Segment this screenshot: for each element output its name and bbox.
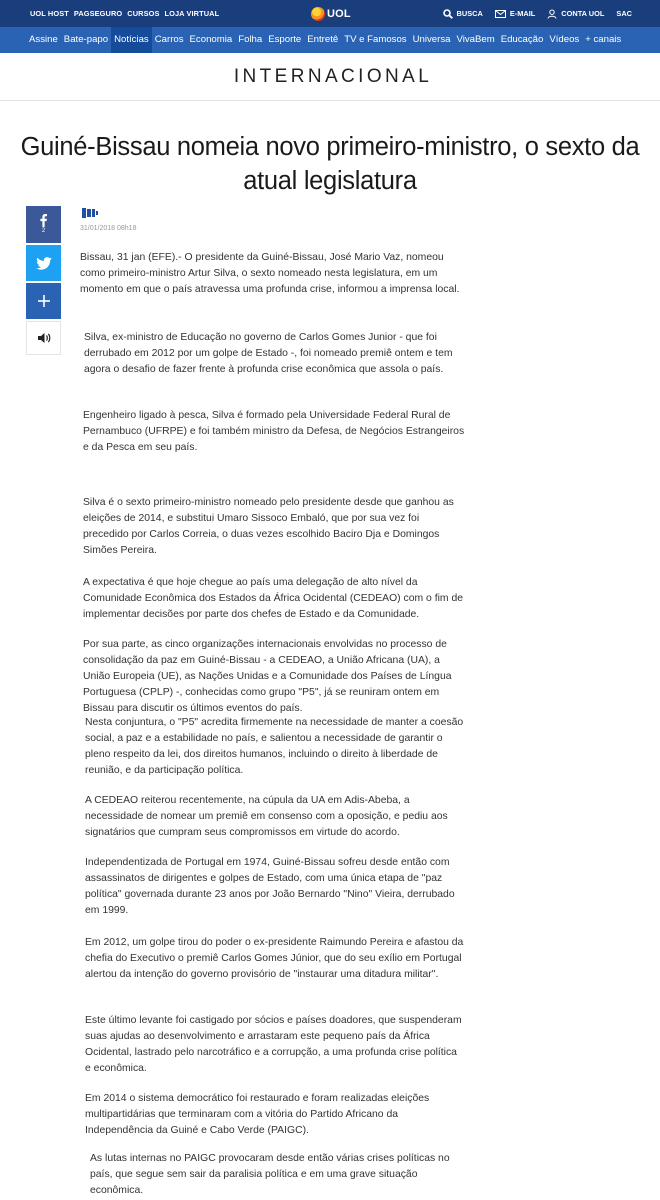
email-label: E-MAIL (509, 9, 536, 18)
article-paragraph-1: Bissau, 31 jan (EFE).- O presidente da Guiné-Bissau, José Mario Vaz, nomeou como primeiro-ministro Artur Silva, o sexto nomeado nesta legislatura, em um momento em que o país atravessa uma profunda crise, informou a imprensa local. (80, 252, 460, 295)
article-paragraph-5: A expectativa é que hoje chegue ao país uma delegação de alto nível da Comunidade Econômica dos Estados da África Ocidental (CEDEAO) com o fim de implementar decisões por parte dos chefes de Estado e da Comunidade. (83, 577, 464, 620)
section-title[interactable]: INTERNACIONAL (233, 66, 433, 87)
top-link-cursos[interactable]: CURSOS (127, 9, 160, 18)
nav-item-assine[interactable]: Assine (29, 34, 58, 45)
nav-item-educacao[interactable]: Educação (500, 34, 544, 45)
nav-item-noticias[interactable]: Notícias (111, 27, 152, 53)
publish-date: 31/01/2018 (80, 225, 116, 232)
article-paragraph-9: Independentizada de Portugal em 1974, Guiné-Bissau sofreu desde então com assassinatos de dirigentes e golpes de Estado, com uma única etapa de "paz política" governada durante 23 anos por João Bernardo "Nino" Vieira, derrubado em 1999. (85, 857, 455, 916)
publish-time: 08h18 (117, 225, 137, 232)
facebook-icon (40, 214, 47, 227)
email-button[interactable] (495, 9, 535, 18)
nav-item-universa[interactable]: Universa (412, 34, 451, 45)
article-paragraph-6: Por sua parte, as cinco organizações internacionais envolvidas no processo de consolidação da paz em Guiné-Bissau - a CEDEAO, a União Africana (UA), a União Europeia (UE), as Nações Unidas e a Comunidade dos Países de Língua Portuguesa (CPLP) -, conhecidas como grupo "P5", já se reuniram ontem em Bissau para discutir os últimos eventos do país. (83, 639, 452, 714)
main-nav (0, 27, 660, 53)
article-paragraph-10: Em 2012, um golpe tirou do poder o ex-presidente Raimundo Pereira e afastou da chefia do Executivo o premiê Carlos Gomes Júnior, que do seu exílio em Portugal alertou da intenção do governo provisório de "instaurar uma ditadura militar". (85, 937, 464, 980)
facebook-share-count: 2 (41, 228, 46, 234)
uol-logo[interactable] (311, 5, 351, 22)
top-link-pagseguro[interactable]: PAGSEGURO (73, 9, 123, 18)
article-paragraph-3: Engenheiro ligado à pesca, Silva é formado pela Universidade Federal Rural de Pernambuco (UFRPE) e foi também ministro da Defesa, de Negócios Estrangeiros e da Pesca em seu país. (83, 410, 465, 453)
more-share-button[interactable] (26, 283, 61, 319)
publish-datetime (80, 225, 136, 232)
search-icon (443, 9, 453, 19)
article-paragraph-7: Nesta conjuntura, o "P5" acredita firmemente na necessidade de manter a coesão social, a paz e a estabilidade no país, e salientou a necessidade de garantir o pleno respeito da lei, dos direitos humanos, incluindo o direito à liberdade de reunião, e da participação política. (85, 717, 464, 776)
share-bar (26, 206, 61, 357)
mail-icon (495, 10, 506, 18)
article-paragraph-12: Em 2014 o sistema democrático foi restaurado e foram realizadas eleições multipartidárias que terminaram com a vitória do Partido Africano da Independência da Guiné e Cabo Verde (PAIGC). (85, 1093, 430, 1136)
speaker-icon (37, 332, 51, 344)
nav-item-esporte[interactable]: Esporte (268, 34, 302, 45)
nav-item-economia[interactable]: Economia (189, 34, 233, 45)
twitter-share-button[interactable] (26, 245, 61, 281)
article-paragraph-8: A CEDEAO reiterou recentemente, na cúpula da UA em Adis-Abeba, a necessidade de nomear um premiê em consenso com a oposição, e pediu aos signatários que cumpram seus compromissos em virtude do acordo. (85, 795, 448, 838)
nav-item-mais-canais[interactable]: + canais (585, 34, 622, 45)
nav-item-vivabem[interactable]: VivaBem (456, 34, 495, 45)
article-paragraph-13: As lutas internas no PAIGC provocaram desde então várias crises políticas no país, que segue sem sair da paralisia política e em uma grave situação econômica. (90, 1153, 450, 1196)
sac-label: SAC (616, 9, 632, 18)
nav-item-bate-papo[interactable]: Bate-papo (63, 34, 109, 45)
account-button[interactable] (547, 9, 604, 19)
top-right-actions (443, 0, 632, 27)
top-link-uol-host[interactable]: UOL HOST (30, 9, 69, 18)
search-label: BUSCA (456, 9, 483, 18)
uol-logo-ball-icon (311, 7, 325, 21)
nav-item-tv-e-famosos[interactable]: TV e Famosos (344, 34, 407, 45)
nav-item-folha[interactable]: Folha (238, 34, 263, 45)
top-link-loja-virtual[interactable]: LOJA VIRTUAL (164, 9, 220, 18)
section-header (0, 53, 660, 101)
nav-item-carros[interactable]: Carros (154, 34, 184, 45)
top-links (30, 0, 219, 27)
article-paragraph-2: Silva, ex-ministro de Educação no governo de Carlos Gomes Junior - que foi derrubado em 2012 por um golpe de Estado -, foi nomeado premiê ontem e tem agora o desafio de fazer frente à profunda crise econômica que assola o país. (84, 332, 453, 375)
top-bar (0, 0, 660, 27)
account-label: CONTA UOL (561, 9, 605, 18)
search-button[interactable] (443, 9, 483, 19)
nav-item-entrete[interactable]: Entretê (307, 34, 339, 45)
uol-logo-text: UOL (327, 7, 351, 20)
article-title: Guiné-Bissau nomeia novo primeiro-ministro, o sexto da atual legislatura (20, 133, 640, 195)
user-icon (547, 9, 557, 19)
nav-item-videos[interactable]: Vídeos (549, 34, 580, 45)
listen-audio-button[interactable] (26, 321, 61, 355)
article-paragraph-11: Este último levante foi castigado por sócios e países doadores, que suspenderam suas ajudas ao desenvolvimento e arrastaram este pequeno país da África Ocidental, lastrado pelo narcotráfico e a corrupção, a uma profunda crise política e econômica. (85, 1015, 462, 1074)
plus-icon (38, 295, 50, 307)
efe-agency-logo (82, 208, 99, 218)
article-paragraph-4: Silva é o sexto primeiro-ministro nomeado pelo presidente desde que ganhou as eleições de 2014, e substitui Umaro Sissoco Embaló, que por sua vez foi precedido por Carlos Correia, o duas vezes escolhido Baciro Dja e Domingos Simões Pereira. (83, 497, 454, 556)
sac-link[interactable] (616, 9, 632, 18)
twitter-icon (36, 257, 52, 270)
facebook-share-button[interactable] (26, 206, 61, 243)
